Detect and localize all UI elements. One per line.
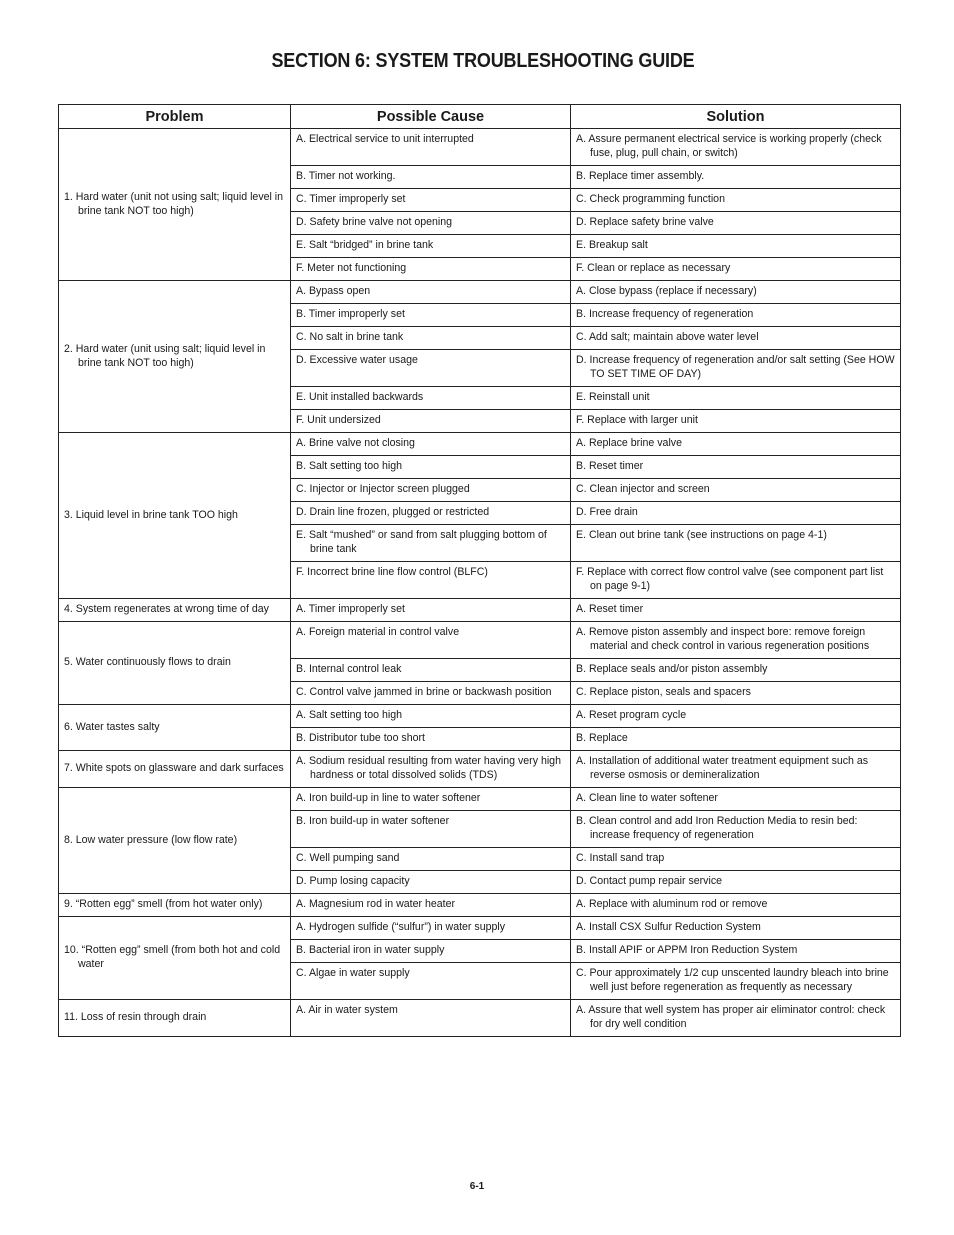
cause-text: E. Salt “mushed” or sand from salt plugging bottom of brine tank <box>296 529 547 555</box>
solution-cell <box>571 940 901 963</box>
cause-cell <box>291 166 571 189</box>
page-number: 6-1 <box>469 1181 485 1192</box>
solution-cell <box>571 189 901 212</box>
problem-text: 7. White spots on glassware and dark surfaces <box>64 762 284 774</box>
cause-cell <box>291 622 571 659</box>
solution-text: F. Replace with larger unit <box>576 414 698 426</box>
problem-text: 10. “Rotten egg” smell (from both hot and cold water <box>64 944 281 970</box>
problem-cell <box>59 788 291 894</box>
cause-text: A. Timer improperly set <box>296 603 405 615</box>
cause-text: B. Salt setting too high <box>296 460 403 472</box>
table-row <box>59 129 901 166</box>
problem-cell <box>59 281 291 433</box>
solution-cell <box>571 871 901 894</box>
header-solution: Solution <box>571 105 901 129</box>
solution-cell <box>571 212 901 235</box>
cause-cell <box>291 705 571 728</box>
cause-cell <box>291 917 571 940</box>
cause-cell <box>291 456 571 479</box>
solution-cell <box>571 479 901 502</box>
solution-text: D. Replace safety brine valve <box>576 216 714 228</box>
solution-cell <box>571 788 901 811</box>
problem-cell <box>59 705 291 751</box>
cause-text: C. Control valve jammed in brine or backwash position <box>296 686 552 698</box>
cause-text: A. Foreign material in control valve <box>296 626 460 638</box>
cause-cell <box>291 1000 571 1037</box>
cause-cell <box>291 940 571 963</box>
cause-text: A. Brine valve not closing <box>296 437 415 449</box>
cause-text: A. Bypass open <box>296 285 371 297</box>
solution-cell <box>571 387 901 410</box>
cause-text: A. Sodium residual resulting from water having very high hardness or total dissolved solids (TDS) <box>296 755 561 781</box>
problem-text: 2. Hard water (unit using salt; liquid level in brine tank NOT too high) <box>64 342 266 369</box>
solution-text: A. Reset program cycle <box>576 709 687 721</box>
solution-text: A. Remove piston assembly and inspect bore: remove foreign material and check control in various regeneration positions <box>576 626 870 652</box>
cause-cell <box>291 728 571 751</box>
problem-text: 9. “Rotten egg” smell (from hot water only) <box>64 898 263 910</box>
problem-text: 8. Low water pressure (low flow rate) <box>64 833 238 846</box>
problem-text: 11. Loss of resin through drain <box>64 1011 207 1023</box>
cause-cell <box>291 433 571 456</box>
solution-text: A. Replace with aluminum rod or remove <box>576 898 768 910</box>
cause-text: A. Iron build-up in line to water softener <box>296 792 481 804</box>
table-row <box>59 622 901 659</box>
cause-cell <box>291 258 571 281</box>
solution-text: B. Install APIF or APPM Iron Reduction System <box>576 944 798 956</box>
solution-cell <box>571 166 901 189</box>
cause-cell <box>291 599 571 622</box>
solution-cell <box>571 751 901 788</box>
cause-text: F. Meter not functioning <box>296 262 407 274</box>
solution-cell <box>571 350 901 387</box>
cause-text: D. Pump losing capacity <box>296 875 410 887</box>
solution-cell <box>571 963 901 1000</box>
cause-text: B. Timer not working. <box>296 170 396 182</box>
solution-text: D. Increase frequency of regeneration and/or salt setting (See HOW TO SET TIME OF DAY) <box>576 354 895 380</box>
cause-text: E. Salt “bridged” in brine tank <box>296 239 434 251</box>
solution-cell <box>571 811 901 848</box>
table-row <box>59 281 901 304</box>
cause-cell <box>291 212 571 235</box>
solution-text: C. Install sand trap <box>576 852 665 864</box>
cause-cell <box>291 129 571 166</box>
solution-text: A. Install CSX Sulfur Reduction System <box>576 921 761 933</box>
troubleshooting-table <box>58 104 901 1037</box>
solution-cell <box>571 327 901 350</box>
solution-text: B. Increase frequency of regeneration <box>576 308 754 320</box>
problem-text: 5. Water continuously flows to drain <box>64 656 231 668</box>
solution-cell <box>571 1000 901 1037</box>
cause-cell <box>291 963 571 1000</box>
cause-cell <box>291 848 571 871</box>
cause-cell <box>291 281 571 304</box>
cause-text: B. Distributor tube too short <box>296 732 425 744</box>
solution-text: D. Contact pump repair service <box>576 875 723 887</box>
cause-text: B. Bacterial iron in water supply <box>296 944 445 956</box>
solution-cell <box>571 622 901 659</box>
solution-cell <box>571 433 901 456</box>
solution-cell <box>571 705 901 728</box>
solution-text: B. Replace seals and/or piston assembly <box>576 663 768 675</box>
solution-cell <box>571 848 901 871</box>
solution-cell <box>571 659 901 682</box>
cause-cell <box>291 682 571 705</box>
solution-text: D. Free drain <box>576 506 638 518</box>
cause-text: D. Drain line frozen, plugged or restricted <box>296 506 490 518</box>
solution-text: C. Replace piston, seals and spacers <box>576 686 751 698</box>
cause-cell <box>291 811 571 848</box>
cause-text: C. Algae in water supply <box>296 967 410 979</box>
problem-cell <box>59 917 291 1000</box>
solution-cell <box>571 562 901 599</box>
cause-cell <box>291 871 571 894</box>
cause-text: C. Injector or Injector screen plugged <box>296 483 470 495</box>
problem-cell <box>59 129 291 281</box>
solution-text: B. Reset timer <box>576 460 644 472</box>
solution-text: A. Assure permanent electrical service is working properly (check fuse, plug, pull chain, or switch) <box>576 133 882 159</box>
solution-text: E. Breakup salt <box>576 239 648 251</box>
problem-text: 4. System regenerates at wrong time of day <box>64 603 269 615</box>
solution-cell <box>571 599 901 622</box>
solution-text: A. Assure that well system has proper air eliminator control: check for dry well condition <box>576 1004 886 1030</box>
cause-cell <box>291 189 571 212</box>
solution-cell <box>571 281 901 304</box>
cause-text: F. Unit undersized <box>296 414 381 426</box>
solution-cell <box>571 502 901 525</box>
problem-cell <box>59 1000 291 1037</box>
cause-cell <box>291 502 571 525</box>
problem-cell <box>59 751 291 788</box>
table-row <box>59 894 901 917</box>
solution-cell <box>571 728 901 751</box>
cause-cell <box>291 479 571 502</box>
solution-cell <box>571 682 901 705</box>
table-row <box>59 1000 901 1037</box>
cause-cell <box>291 235 571 258</box>
problem-cell <box>59 894 291 917</box>
cause-text: F. Incorrect brine line flow control (BLFC) <box>296 566 488 578</box>
solution-text: A. Reset timer <box>576 603 644 615</box>
cause-text: A. Magnesium rod in water heater <box>296 898 455 910</box>
cause-cell <box>291 327 571 350</box>
solution-cell <box>571 525 901 562</box>
cause-text: A. Air in water system <box>296 1004 398 1016</box>
solution-text: E. Clean out brine tank (see instructions on page 4-1) <box>576 529 827 541</box>
table-row <box>59 788 901 811</box>
solution-cell <box>571 894 901 917</box>
cause-text: B. Timer improperly set <box>296 308 405 320</box>
problem-text: 1. Hard water (unit not using salt; liquid level in brine tank NOT too high) <box>64 190 284 217</box>
solution-text: B. Clean control and add Iron Reduction Media to resin bed: increase frequency of regeneration <box>576 815 858 841</box>
solution-text: C. Pour approximately 1/2 cup unscented laundry bleach into brine well just before regeneration as frequently as necessary <box>576 967 889 993</box>
problem-text: 6. Water tastes salty <box>64 720 160 733</box>
cause-cell <box>291 788 571 811</box>
solution-text: E. Reinstall unit <box>576 391 650 403</box>
solution-text: A. Installation of additional water treatment equipment such as reverse osmosis or demineralization <box>576 755 869 781</box>
solution-cell <box>571 129 901 166</box>
table-row <box>59 599 901 622</box>
table-row <box>59 433 901 456</box>
table-body <box>59 129 901 1037</box>
solution-cell <box>571 258 901 281</box>
solution-text: C. Add salt; maintain above water level <box>576 331 759 343</box>
problem-cell <box>59 433 291 599</box>
cause-text: B. Internal control leak <box>296 663 402 675</box>
cause-text: D. Safety brine valve not opening <box>296 216 453 228</box>
cause-cell <box>291 751 571 788</box>
solution-cell <box>571 917 901 940</box>
solution-text: A. Replace brine valve <box>576 437 682 449</box>
header-problem: Problem <box>59 105 291 129</box>
solution-text: F. Replace with correct flow control valve (see component part list on page 9-1) <box>576 566 884 592</box>
solution-text: A. Close bypass (replace if necessary) <box>576 285 757 297</box>
solution-text: A. Clean line to water softener <box>576 792 718 804</box>
cause-cell <box>291 350 571 387</box>
solution-cell <box>571 304 901 327</box>
table-row <box>59 705 901 728</box>
cause-cell <box>291 410 571 433</box>
header-possible-cause: Possible Cause <box>291 105 571 129</box>
cause-cell <box>291 525 571 562</box>
problem-text: 3. Liquid level in brine tank TOO high <box>64 508 238 521</box>
solution-cell <box>571 235 901 258</box>
cause-text: D. Excessive water usage <box>296 354 418 366</box>
cause-text: A. Hydrogen sulfide (“sulfur”) in water supply <box>296 921 506 933</box>
solution-cell <box>571 410 901 433</box>
cause-text: C. Timer improperly set <box>296 193 406 205</box>
solution-text: C. Check programming function <box>576 193 725 205</box>
cause-text: A. Electrical service to unit interrupted <box>296 133 474 145</box>
cause-text: E. Unit installed backwards <box>296 391 424 403</box>
cause-text: C. Well pumping sand <box>296 852 400 864</box>
solution-cell <box>571 456 901 479</box>
cause-text: B. Iron build-up in water softener <box>296 815 450 827</box>
table-header-row <box>59 105 901 129</box>
table-row <box>59 917 901 940</box>
solution-text: B. Replace timer assembly. <box>576 170 705 182</box>
solution-text: F. Clean or replace as necessary <box>576 262 731 274</box>
problem-cell <box>59 599 291 622</box>
problem-cell <box>59 622 291 705</box>
cause-cell <box>291 304 571 327</box>
cause-cell <box>291 387 571 410</box>
cause-text: C. No salt in brine tank <box>296 331 404 343</box>
solution-text: B. Replace <box>576 732 628 744</box>
page-title: SECTION 6: SYSTEM TROUBLESHOOTING GUIDE <box>271 50 695 72</box>
cause-cell <box>291 894 571 917</box>
cause-cell <box>291 562 571 599</box>
cause-cell <box>291 659 571 682</box>
solution-text: C. Clean injector and screen <box>576 483 710 495</box>
table-row <box>59 751 901 788</box>
cause-text: A. Salt setting too high <box>296 709 403 721</box>
